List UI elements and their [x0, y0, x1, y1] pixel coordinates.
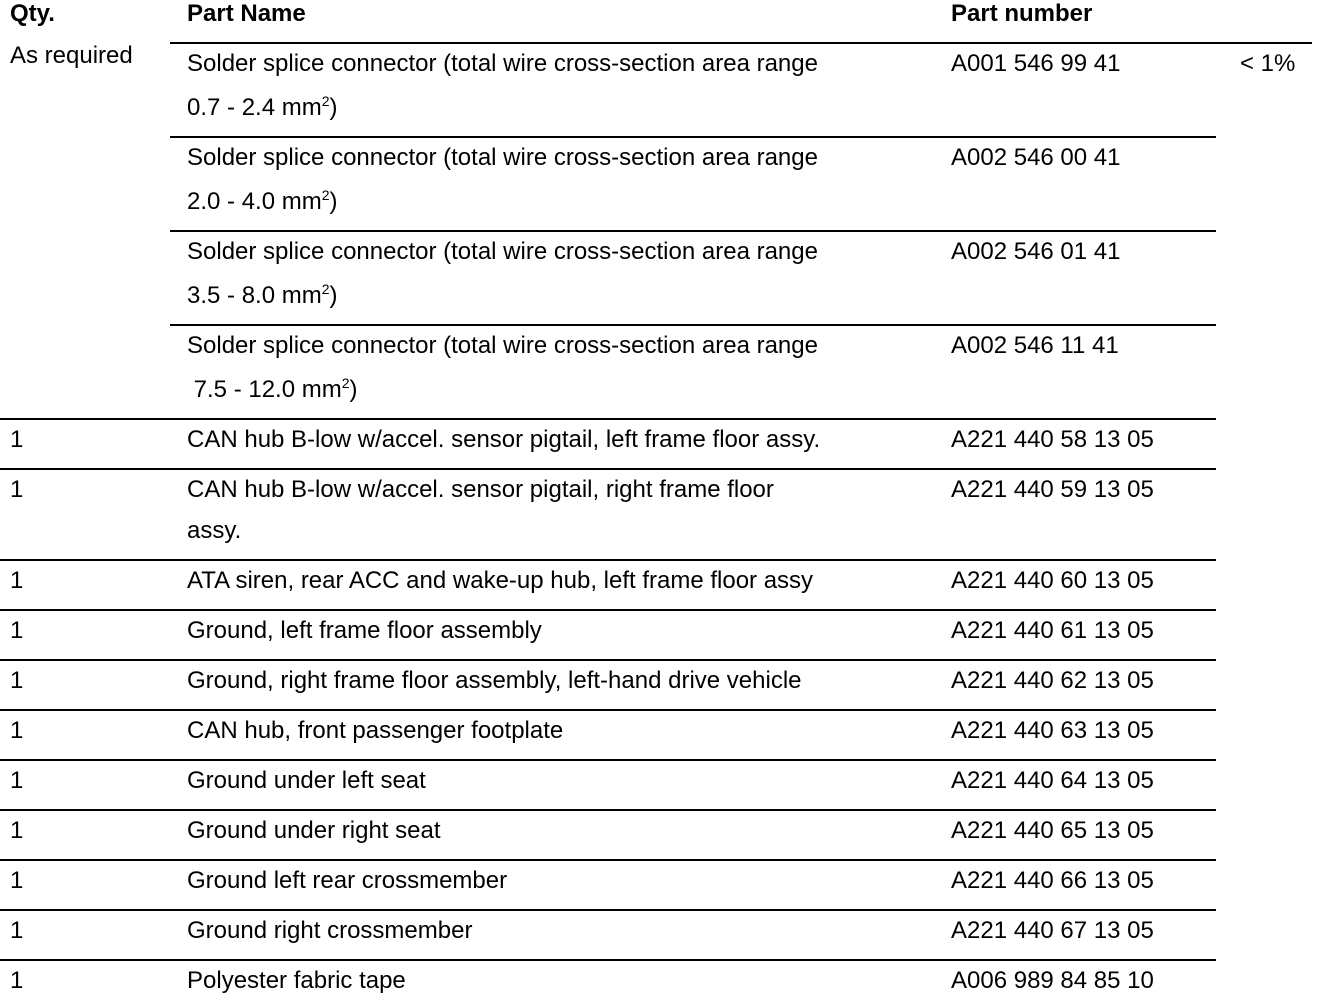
part-name: Solder splice connector (total wire cross-section area range [187, 144, 818, 171]
row-divider [0, 609, 1216, 611]
part-number: A221 440 60 13 05 [951, 567, 1154, 594]
part-number: A221 440 58 13 05 [951, 426, 1154, 453]
part-name: CAN hub B-low w/accel. sensor pigtail, right frame floor [187, 476, 774, 503]
header-part-number: Part number [951, 0, 1093, 27]
qty: 1 [10, 567, 24, 594]
part-number: A002 546 11 41 [951, 332, 1119, 359]
group-percent: < 1% [1240, 50, 1296, 77]
part-number: A002 546 00 41 [951, 144, 1121, 171]
qty: 1 [10, 767, 24, 794]
part-name: Polyester fabric tape [187, 967, 406, 994]
part-name: Ground left rear crossmember [187, 867, 508, 894]
qty: 1 [10, 476, 24, 503]
row-divider [170, 324, 1216, 326]
row-divider [0, 418, 1216, 420]
row-divider [0, 468, 1216, 470]
group-qty: As required [10, 42, 133, 69]
row-divider [0, 859, 1216, 861]
qty: 1 [10, 617, 24, 644]
part-name-line2 [187, 188, 338, 216]
part-name-range: 3.5 - 8.0 mm [187, 282, 322, 309]
part-name-line2 [187, 282, 338, 310]
superscript: 2 [321, 281, 330, 297]
qty: 1 [10, 917, 24, 944]
row-divider [0, 559, 1216, 561]
qty: 1 [10, 426, 24, 453]
qty: 1 [10, 717, 24, 744]
part-name-range: 0.7 - 2.4 mm [187, 94, 322, 121]
part-name: Solder splice connector (total wire cross-section area range [187, 238, 818, 265]
row-divider [0, 809, 1216, 811]
part-number: A221 440 64 13 05 [951, 767, 1154, 794]
part-number: A001 546 99 41 [951, 50, 1121, 77]
part-name: Ground, left frame floor assembly [187, 617, 542, 644]
part-name-close: ) [329, 94, 338, 121]
part-name: ATA siren, rear ACC and wake-up hub, left frame floor assy [187, 567, 814, 594]
superscript: 2 [321, 93, 330, 109]
part-name: Ground, right frame floor assembly, left-hand drive vehicle [187, 667, 802, 694]
part-name-line2 [187, 376, 358, 404]
part-number: A221 440 59 13 05 [951, 476, 1154, 503]
superscript: 2 [341, 375, 350, 391]
header-part-name: Part Name [187, 0, 306, 27]
superscript: 2 [321, 187, 330, 203]
part-name-line2 [187, 94, 338, 122]
part-name-range: 7.5 - 12.0 mm [187, 376, 342, 403]
row-divider [0, 959, 1216, 961]
part-number: A006 989 84 85 10 [951, 967, 1154, 994]
part-name: CAN hub, front passenger footplate [187, 717, 564, 744]
part-number: A221 440 67 13 05 [951, 917, 1154, 944]
part-number: A221 440 65 13 05 [951, 817, 1154, 844]
part-name-close: ) [349, 376, 358, 403]
qty: 1 [10, 817, 24, 844]
part-name: CAN hub B-low w/accel. sensor pigtail, left frame floor assy. [187, 426, 821, 453]
row-divider [0, 709, 1216, 711]
row-divider [0, 909, 1216, 911]
part-number: A221 440 61 13 05 [951, 617, 1154, 644]
part-number: A221 440 63 13 05 [951, 717, 1154, 744]
part-name-close: ) [329, 282, 338, 309]
part-name: Solder splice connector (total wire cross-section area range [187, 50, 818, 77]
row-divider [170, 230, 1216, 232]
part-number: A002 546 01 41 [951, 238, 1121, 265]
qty: 1 [10, 967, 24, 994]
part-number: A221 440 66 13 05 [951, 867, 1154, 894]
qty: 1 [10, 867, 24, 894]
part-name: Solder splice connector (total wire cross-section area range [187, 332, 818, 359]
part-name-line2: assy. [187, 517, 242, 544]
part-name-close: ) [329, 188, 338, 215]
header-divider [170, 42, 1312, 44]
part-number: A221 440 62 13 05 [951, 667, 1154, 694]
qty: 1 [10, 667, 24, 694]
part-name: Ground right crossmember [187, 917, 473, 944]
row-divider [0, 759, 1216, 761]
part-name: Ground under left seat [187, 767, 426, 794]
header-qty: Qty. [10, 0, 55, 27]
part-name: Ground under right seat [187, 817, 441, 844]
part-name-range: 2.0 - 4.0 mm [187, 188, 322, 215]
row-divider [0, 659, 1216, 661]
row-divider [170, 136, 1216, 138]
